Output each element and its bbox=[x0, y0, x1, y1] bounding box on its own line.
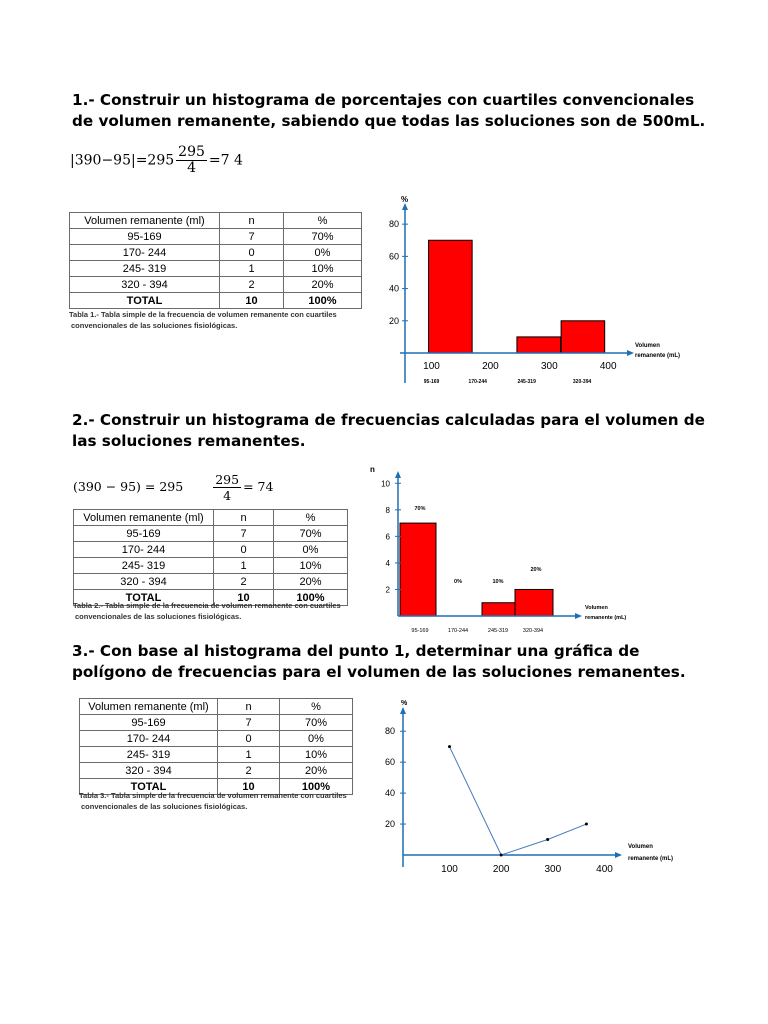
section1-heading-line2: de volumen remanente, sabiendo que todas las soluciones son de 500mL. bbox=[72, 112, 706, 130]
table-cell: 100% bbox=[284, 293, 362, 309]
table-row bbox=[70, 245, 362, 261]
table-header-percent: % bbox=[280, 699, 353, 715]
frequency-table-1 bbox=[69, 212, 362, 309]
table-cell: 320 - 394 bbox=[80, 763, 218, 779]
table-cell: 10% bbox=[284, 261, 362, 277]
y-tick-label: 4 bbox=[385, 558, 390, 568]
table-header-percent: % bbox=[284, 213, 362, 229]
table-header-volume: Volumen remanente (ml) bbox=[70, 213, 220, 229]
caption-line2: convencionales de las soluciones fisiológicas. bbox=[81, 802, 248, 811]
frequency-table-3 bbox=[79, 698, 353, 795]
x-category-label: 245-319 bbox=[517, 379, 536, 385]
formula-right: =7 4 bbox=[208, 152, 243, 169]
y-axis-label: n bbox=[370, 465, 375, 474]
section2-heading-line2: las soluciones remanentes. bbox=[72, 432, 306, 450]
polygon-point bbox=[448, 745, 451, 748]
table-cell: 1 bbox=[220, 261, 284, 277]
bar-data-label: 10% bbox=[492, 579, 504, 585]
table-cell: 320 - 394 bbox=[74, 574, 214, 590]
table-cell: 0 bbox=[218, 731, 280, 747]
table-cell: 70% bbox=[274, 526, 348, 542]
table-caption-2 bbox=[73, 600, 341, 622]
table-cell: TOTAL bbox=[74, 590, 214, 606]
table-caption-3 bbox=[79, 790, 347, 812]
formula-numerator: 295 bbox=[215, 472, 240, 487]
table-cell: 170- 244 bbox=[80, 731, 218, 747]
y-axis-arrow bbox=[395, 471, 401, 478]
y-tick-label: 40 bbox=[388, 283, 399, 294]
table-cell: 7 bbox=[218, 715, 280, 731]
section3-heading bbox=[72, 641, 712, 683]
polygon-line bbox=[450, 747, 587, 855]
histogram-bar bbox=[400, 523, 436, 616]
x-axis-label-line1: Volumen bbox=[585, 605, 608, 611]
table-header-row bbox=[80, 699, 353, 715]
table-row bbox=[80, 747, 353, 763]
table-cell: 10% bbox=[274, 558, 348, 574]
polygon-point bbox=[500, 854, 503, 857]
x-axis-arrow bbox=[615, 852, 622, 858]
table-cell: 1 bbox=[214, 558, 274, 574]
table-header-percent: % bbox=[274, 510, 348, 526]
x-category-label: 95-169 bbox=[411, 628, 429, 634]
histogram-bar bbox=[482, 603, 515, 616]
table-cell: 95-169 bbox=[74, 526, 214, 542]
histogram-bar bbox=[429, 240, 473, 353]
x-axis-label-line1: Volumen bbox=[635, 343, 660, 349]
y-tick-label: 6 bbox=[385, 532, 390, 542]
table-cell: 170- 244 bbox=[74, 542, 214, 558]
section2-formula bbox=[73, 472, 273, 503]
table-row bbox=[80, 731, 353, 747]
y-axis-label: % bbox=[401, 700, 408, 707]
y-axis-arrow bbox=[400, 707, 406, 714]
table-cell: 170- 244 bbox=[70, 245, 220, 261]
table-cell: 320 - 394 bbox=[70, 277, 220, 293]
table-cell: 7 bbox=[220, 229, 284, 245]
x-category-label: 245-319 bbox=[487, 628, 509, 634]
frequency-table-2 bbox=[73, 509, 348, 606]
table-row bbox=[70, 277, 362, 293]
y-tick-label: 80 bbox=[384, 726, 395, 737]
table-cell: 95-169 bbox=[80, 715, 218, 731]
x-axis-arrow bbox=[627, 350, 634, 356]
table-header-n: n bbox=[220, 213, 284, 229]
table-cell: 20% bbox=[280, 763, 353, 779]
table-cell: 10 bbox=[218, 779, 280, 795]
formula-left: (390 − 95) = 295 bbox=[73, 479, 184, 494]
table-cell: 2 bbox=[214, 574, 274, 590]
section1-heading-line1: 1.- Construir un histograma de porcentajes con cuartiles convencionales bbox=[72, 91, 695, 109]
table-cell: 7 bbox=[214, 526, 274, 542]
formula-fraction bbox=[213, 472, 241, 503]
table-header-row bbox=[74, 510, 348, 526]
table-row bbox=[70, 229, 362, 245]
histogram-bar bbox=[517, 337, 561, 353]
histogram-2-svg bbox=[368, 462, 638, 640]
table-header-volume: Volumen remanente (ml) bbox=[74, 510, 214, 526]
formula-left: |390−95|=295 bbox=[70, 152, 175, 169]
table-cell: 20% bbox=[284, 277, 362, 293]
x-category-label: 320-394 bbox=[522, 628, 544, 634]
table-header-n: n bbox=[214, 510, 274, 526]
table-cell: 0 bbox=[220, 245, 284, 261]
y-tick-label: 20 bbox=[384, 819, 395, 830]
polygon-chart-3 bbox=[365, 690, 685, 880]
table-row bbox=[74, 574, 348, 590]
y-tick-label: 40 bbox=[384, 788, 395, 799]
table-row bbox=[80, 763, 353, 779]
y-tick-label: 60 bbox=[388, 251, 399, 262]
formula-numerator: 295 bbox=[178, 144, 205, 160]
table-total-row bbox=[70, 293, 362, 309]
x-category-label: 170-244 bbox=[468, 379, 487, 385]
polygon-point bbox=[585, 823, 588, 826]
x-tick-label: 100 bbox=[423, 361, 440, 372]
caption-line2: convencionales de las soluciones fisiológicas. bbox=[71, 321, 238, 330]
x-category-label: 95-169 bbox=[423, 379, 440, 385]
table-cell: 70% bbox=[280, 715, 353, 731]
x-tick-label: 100 bbox=[441, 864, 458, 875]
table-cell: 0% bbox=[284, 245, 362, 261]
table-cell: 2 bbox=[218, 763, 280, 779]
table-cell: 10% bbox=[280, 747, 353, 763]
table-cell: 20% bbox=[274, 574, 348, 590]
section1-formula bbox=[70, 145, 243, 176]
histogram-1-svg bbox=[380, 190, 690, 400]
y-tick-label: 10 bbox=[381, 479, 390, 489]
x-tick-label: 300 bbox=[540, 361, 558, 372]
x-category-label: 320-394 bbox=[572, 379, 592, 385]
histogram-chart-2 bbox=[368, 462, 638, 640]
table-cell: 2 bbox=[220, 277, 284, 293]
table-cell: 245- 319 bbox=[74, 558, 214, 574]
table-cell: 0 bbox=[214, 542, 274, 558]
section3-heading-line2: polígono de frecuencias para el volumen de las soluciones remanentes. bbox=[72, 663, 686, 681]
polygon-3-svg bbox=[365, 690, 685, 880]
caption-line2: convencionales de las soluciones fisiológicas. bbox=[75, 612, 242, 621]
x-axis-label-line2: remanente (mL) bbox=[585, 615, 627, 621]
section2-heading bbox=[72, 410, 712, 452]
y-axis-arrow bbox=[402, 203, 408, 210]
table-header-n: n bbox=[218, 699, 280, 715]
table-cell: 95-169 bbox=[70, 229, 220, 245]
section2-heading-line1: 2.- Construir un histograma de frecuencias calculadas para el volumen de bbox=[72, 411, 705, 429]
y-tick-label: 8 bbox=[385, 505, 390, 515]
formula-right: = 74 bbox=[243, 479, 274, 494]
table-cell: 0% bbox=[280, 731, 353, 747]
table-row bbox=[74, 542, 348, 558]
x-axis-label-line2: remanente (mL) bbox=[635, 353, 681, 359]
bar-data-label: 20% bbox=[530, 567, 542, 573]
section1-heading bbox=[72, 90, 712, 132]
table-row bbox=[74, 558, 348, 574]
polygon-point bbox=[546, 838, 549, 841]
caption-line1: Tabla 3.- Tabla simple de la frecuencia de volumen remanente con cuartiles bbox=[79, 791, 347, 800]
formula-fraction bbox=[176, 145, 207, 176]
x-tick-label: 300 bbox=[544, 864, 562, 875]
x-axis-label-line2: remanente (mL) bbox=[628, 856, 674, 862]
table-cell: 70% bbox=[284, 229, 362, 245]
table-cell: 100% bbox=[274, 590, 348, 606]
table-header-row bbox=[70, 213, 362, 229]
table-cell: 100% bbox=[280, 779, 353, 795]
formula-denominator: 4 bbox=[187, 160, 196, 176]
table-cell: 1 bbox=[218, 747, 280, 763]
x-tick-label: 200 bbox=[492, 864, 510, 875]
table-cell: TOTAL bbox=[80, 779, 218, 795]
section3-heading-line1: 3.- Con base al histograma del punto 1, determinar una gráfica de bbox=[72, 642, 640, 660]
table-cell: 0% bbox=[274, 542, 348, 558]
y-axis-label: % bbox=[401, 195, 409, 204]
x-axis-label-line1: Volumen bbox=[628, 844, 653, 850]
caption-line1: Tabla 1.- Tabla simple de la frecuencia de volumen remanente con cuartiles bbox=[69, 310, 337, 319]
table-caption-1 bbox=[69, 309, 337, 331]
caption-line1: Tabla 2.- Tabla simple de la frecuencia de volumen remanente con cuartiles bbox=[73, 601, 341, 610]
histogram-bar bbox=[561, 321, 605, 353]
y-tick-label: 80 bbox=[388, 219, 399, 230]
table-row bbox=[70, 261, 362, 277]
x-tick-label: 400 bbox=[599, 361, 617, 372]
table-cell: 245- 319 bbox=[80, 747, 218, 763]
histogram-chart-1 bbox=[380, 190, 690, 400]
histogram-bar bbox=[515, 589, 553, 616]
y-tick-label: 2 bbox=[385, 585, 390, 595]
x-tick-label: 400 bbox=[596, 864, 613, 875]
x-axis-arrow bbox=[575, 613, 582, 619]
y-tick-label: 20 bbox=[388, 315, 399, 326]
table-row bbox=[74, 526, 348, 542]
x-tick-label: 200 bbox=[482, 361, 499, 372]
bar-data-label: 70% bbox=[414, 506, 426, 512]
formula-denominator: 4 bbox=[223, 488, 232, 503]
bar-data-label: 0% bbox=[454, 579, 462, 585]
table-row bbox=[80, 715, 353, 731]
table-cell: 245- 319 bbox=[70, 261, 220, 277]
table-cell: TOTAL bbox=[70, 293, 220, 309]
table-cell: 10 bbox=[220, 293, 284, 309]
x-category-label: 170-244 bbox=[447, 628, 469, 634]
table-header-volume: Volumen remanente (ml) bbox=[80, 699, 218, 715]
y-tick-label: 60 bbox=[384, 757, 395, 768]
table-cell: 10 bbox=[214, 590, 274, 606]
